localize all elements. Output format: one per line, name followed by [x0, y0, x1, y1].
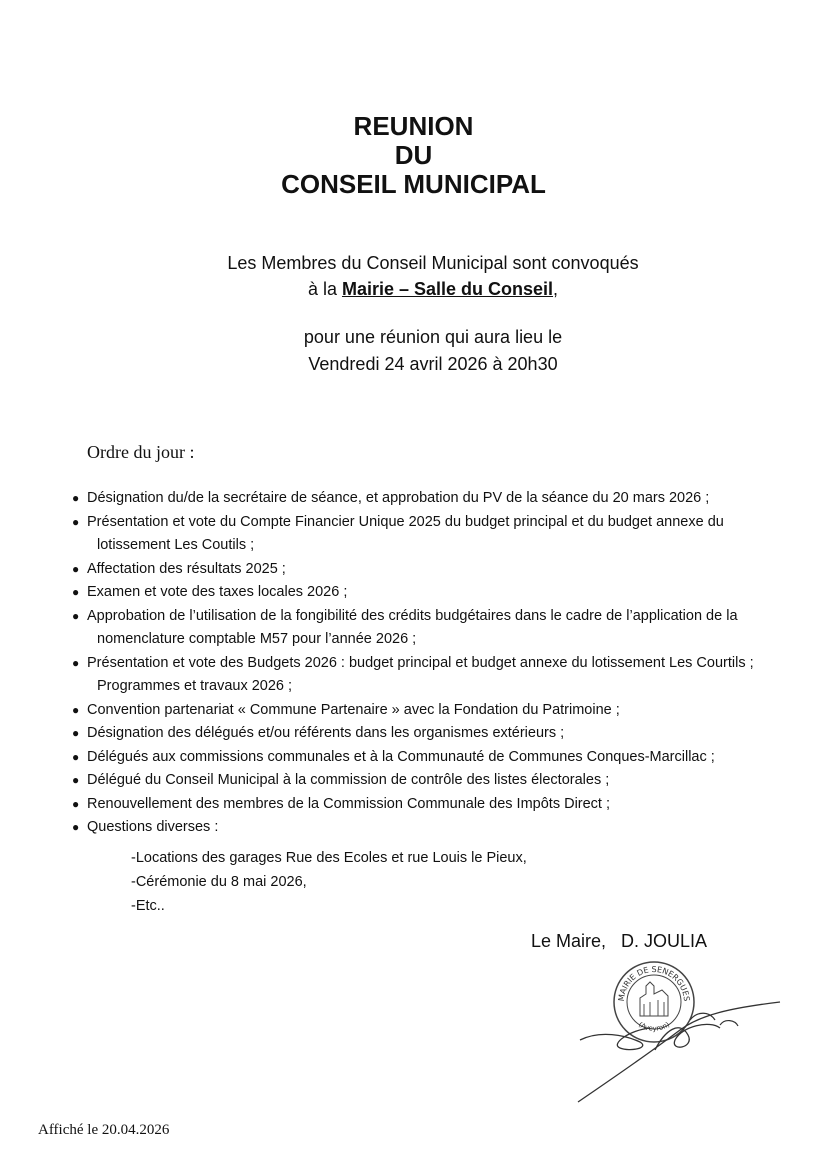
agenda-item-text: Convention partenariat « Commune Partenaire » avec la Fondation du Patrimoine ;: [87, 701, 620, 718]
meeting-venue: Mairie – Salle du Conseil: [341, 279, 554, 299]
title-line-1: REUNION: [353, 111, 474, 141]
mayor-signature: [570, 990, 785, 1110]
agenda-item-text: Questions diverses :: [87, 819, 219, 835]
posted-date: Affiché le 20.04.2026: [38, 1122, 170, 1138]
bullet-icon: ●: [72, 820, 80, 834]
agenda-item: [72, 699, 802, 723]
bullet-icon: ●: [72, 608, 80, 623]
agenda-item-text: Examen et vote des taxes locales 2026 ;: [87, 584, 348, 600]
sub-item: -Locations des garages Rue des Ecoles et rue Louis le Pieux,: [131, 850, 527, 866]
agenda-item: [72, 816, 802, 840]
agenda-item: [72, 605, 802, 652]
meeting-title: [0, 112, 827, 199]
bullet-icon: ●: [72, 585, 80, 599]
agenda-item-text: Approbation de l’utilisation de la fongibilité des crédits budgétaires dans le cadre de l’application de la: [87, 607, 738, 624]
bullet-icon: ●: [72, 773, 80, 787]
agenda-item: [72, 558, 802, 582]
agenda-item-text: Délégué du Conseil Municipal à la commission de contrôle des listes électorales ;: [87, 772, 610, 788]
agenda-item: [72, 581, 802, 605]
agenda-item-continuation: nomenclature comptable M57 pour l’année 2026 ;: [97, 631, 417, 647]
bullet-icon: ●: [72, 514, 80, 529]
meeting-date: Vendredi 24 avril 2026 à 20h30: [308, 354, 558, 374]
agenda-item-text: Désignation du/de la secrétaire de séance, et approbation du PV de la séance du 20 mars 2026 ;: [87, 490, 710, 506]
intro-line-1: Les Membres du Conseil Municipal sont convoqués: [227, 253, 639, 273]
bullet-icon: ●: [72, 796, 80, 811]
bullet-icon: ●: [72, 655, 80, 670]
agenda-heading: Ordre du jour :: [87, 442, 195, 462]
agenda-item-continuation: lotissement Les Coutils ;: [97, 537, 255, 553]
agenda-item: [72, 722, 802, 746]
bullet-icon: ●: [72, 702, 80, 717]
agenda-item: [72, 793, 802, 817]
agenda-item: [72, 746, 802, 770]
agenda-item-text: Délégués aux commissions communales et à la Communauté de Communes Conques-Marcillac ;: [87, 748, 715, 765]
mayor-signer: Le Maire, D. JOULIA: [531, 931, 708, 951]
title-line-3: CONSEIL MUNICIPAL: [281, 169, 546, 199]
agenda-item-text: Désignation des délégués et/ou référents dans les organismes extérieurs ;: [87, 725, 565, 741]
intro-line-2: [0, 277, 827, 301]
bullet-icon: ●: [72, 491, 80, 505]
bullet-icon: ●: [72, 561, 80, 576]
agenda-item-text: Renouvellement des membres de la Commission Communale des Impôts Direct ;: [87, 795, 611, 812]
sub-item: -Etc..: [131, 898, 165, 914]
agenda-item: [72, 769, 802, 793]
agenda-item-text: Affectation des résultats 2025 ;: [87, 560, 286, 577]
stamp-top-text: MAIRIE DE SENERGUES: [616, 964, 692, 1002]
title-line-2: DU: [394, 140, 433, 170]
bullet-icon: ●: [72, 726, 80, 740]
agenda-item-text: Présentation et vote du Compte Financier Unique 2025 du budget principal et du budget annexe du: [87, 513, 724, 530]
agenda-sub-items: [131, 846, 527, 918]
stamp-bottom-text: (Aveyron): [636, 1020, 672, 1033]
agenda-item-continuation: Programmes et travaux 2026 ;: [97, 678, 293, 694]
intro-suffix: ,: [553, 279, 559, 299]
intro-line-3: pour une réunion qui aura lieu le: [303, 327, 563, 347]
agenda-item: [72, 487, 802, 511]
bullet-icon: ●: [72, 749, 80, 764]
agenda-item: [72, 511, 802, 558]
agenda-item-text: Présentation et vote des Budgets 2026 : budget principal et budget annexe du lotissement Les Courtils ;: [87, 654, 754, 671]
intro-prefix: à la: [307, 279, 342, 299]
sub-item: -Cérémonie du 8 mai 2026,: [131, 874, 307, 890]
agenda-item: [72, 652, 802, 699]
agenda-list: [72, 487, 802, 840]
